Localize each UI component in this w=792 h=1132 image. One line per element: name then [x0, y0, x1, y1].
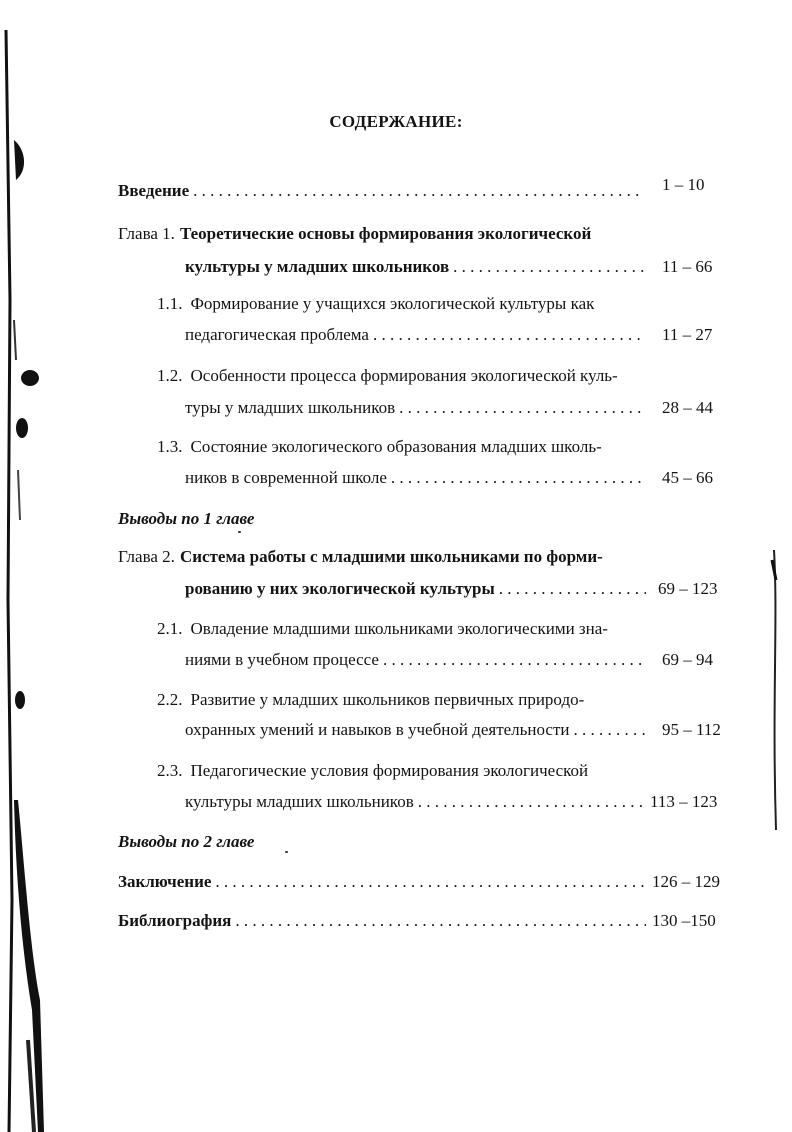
dot-leader — [235, 909, 646, 933]
toc-pages: 11 – 27 — [662, 325, 713, 344]
toc-section-2-2 — [157, 688, 677, 712]
toc-conclusions-2 — [118, 830, 418, 854]
section-number: 2.2. — [157, 690, 183, 709]
section-title-line2: ниями в учебном процессе — [185, 650, 379, 669]
toc-section-1-3 — [157, 435, 677, 459]
toc-pages: 45 – 66 — [662, 468, 713, 487]
section-title-line1: Формирование у учащихся экологической культуры как — [190, 294, 595, 313]
page-title: СОДЕРЖАНИЕ: — [329, 112, 463, 131]
dot-leader — [391, 466, 646, 490]
toc-section-2-3-cont — [185, 790, 650, 814]
section-title-line1: Овладение младшими школьниками экологическими зна- — [190, 619, 608, 638]
section-title-line2: охранных умений и навыков в учебной деятельности — [185, 720, 570, 739]
section-title-line1: Развитие у младших школьников первичных природо- — [190, 690, 585, 709]
chapter-title-line2: рованию у них экологической культуры — [185, 579, 495, 598]
toc-chapter-2 — [118, 545, 678, 569]
toc-section-2-1-cont — [185, 648, 650, 672]
toc-section-1-2-cont — [185, 396, 650, 420]
scan-edge-right — [760, 540, 790, 840]
chapter-prefix: Глава 2. — [118, 547, 175, 566]
section-title-line2: педагогическая проблема — [185, 325, 369, 344]
toc-section-2-3 — [157, 759, 677, 783]
toc-section-1-3-cont — [185, 466, 650, 490]
dot-leader — [574, 718, 646, 742]
section-title-line2: культуры младших школьников — [185, 792, 414, 811]
dot-leader — [499, 577, 646, 601]
toc-section-2-2-cont — [185, 718, 650, 742]
toc-chapter-1-cont — [185, 255, 650, 279]
chapter-title-line1: Система работы с младшими школьниками по форми- — [179, 547, 603, 566]
toc-pages: 1 – 10 — [662, 175, 705, 194]
section-title-line2: ников в современной школе — [185, 468, 387, 487]
section-title-line1: Особенности процесса формирования экологической куль- — [190, 366, 618, 385]
section-number: 1.1. — [157, 294, 183, 313]
dot-leader — [399, 396, 646, 420]
toc-pages: 28 – 44 — [662, 398, 713, 417]
toc-conclusions-1 — [118, 507, 418, 531]
toc-pages: 69 – 123 — [658, 579, 718, 598]
toc-pages: 11 – 66 — [662, 257, 713, 276]
section-number: 2.1. — [157, 619, 183, 638]
toc-chapter-1 — [118, 222, 678, 246]
section-number: 2.3. — [157, 761, 183, 780]
section-number: 1.2. — [157, 366, 183, 385]
chapter-title-line2: культуры у младших школьников — [185, 257, 450, 276]
section-title-line1: Педагогические условия формирования экологической — [190, 761, 589, 780]
toc-entry-intro — [118, 179, 648, 203]
chapter-prefix: Глава 1. — [118, 224, 175, 243]
chapter-title-line1: Теоретические основы формирования экологической — [179, 224, 592, 243]
section-title-line2: туры у младших школьников — [185, 398, 396, 417]
toc-section-1-1 — [157, 292, 677, 316]
dot-leader — [383, 648, 646, 672]
toc-section-2-1 — [157, 617, 677, 641]
section-number: 1.3. — [157, 437, 183, 456]
toc-label: Библиография — [118, 911, 232, 930]
dot-leader — [373, 323, 646, 347]
toc-entry-bibliography — [118, 909, 650, 933]
toc-pages: 126 – 129 — [652, 872, 720, 891]
toc-label: Введение — [118, 181, 190, 200]
dot-leader — [418, 790, 646, 814]
toc-section-1-1-cont — [185, 323, 650, 347]
toc-chapter-2-cont — [185, 577, 650, 601]
toc-pages: 113 – 123 — [650, 792, 718, 811]
section-title-line1: Состояние экологического образования младших школь- — [190, 437, 602, 456]
scan-speck — [285, 851, 288, 853]
scan-edge-left — [0, 0, 60, 1132]
toc-entry-conclusion — [118, 870, 650, 894]
toc-pages: 69 – 94 — [662, 650, 713, 669]
dot-leader — [453, 255, 646, 279]
dot-leader — [193, 179, 644, 203]
toc-label: Выводы по 2 главе — [118, 832, 255, 851]
toc-label: Заключение — [118, 872, 212, 891]
toc-label: Выводы по 1 главе — [118, 509, 255, 528]
toc-pages: 95 – 112 — [662, 720, 721, 739]
dot-leader — [215, 870, 646, 894]
scan-speck — [238, 531, 241, 533]
toc-pages: 130 –150 — [652, 911, 716, 930]
toc-section-1-2 — [157, 364, 677, 388]
